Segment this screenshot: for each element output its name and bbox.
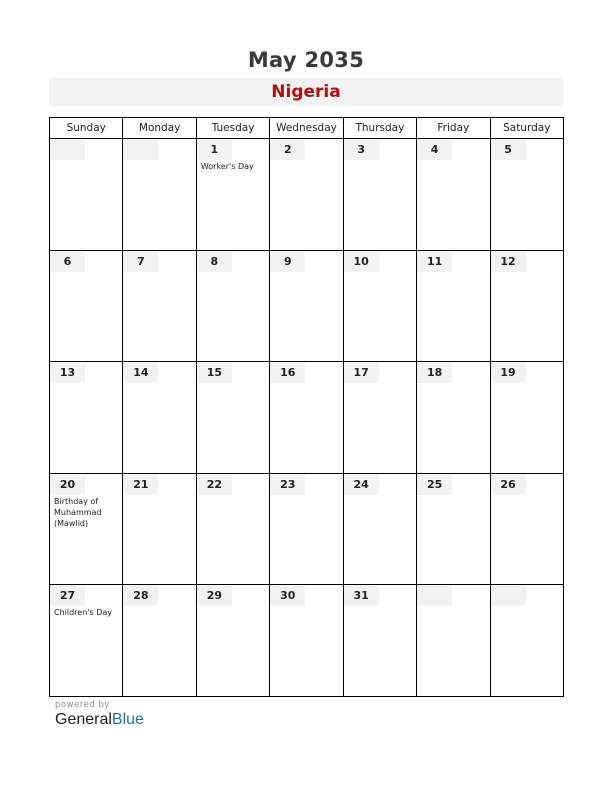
day-number: 24 [344, 475, 379, 495]
footer [55, 700, 144, 729]
day-number [417, 586, 452, 606]
day-number: 8 [197, 252, 232, 272]
day-cell [123, 585, 196, 697]
day-cell [50, 250, 123, 362]
day-cell [490, 473, 563, 585]
day-cell [417, 139, 490, 251]
day-cell [270, 473, 343, 585]
weekday-header-row [50, 118, 564, 139]
day-cell [270, 585, 343, 697]
day-number: 27 [50, 586, 85, 606]
day-cell [196, 362, 269, 474]
day-cell [490, 139, 563, 251]
empty-day-cell [50, 139, 123, 251]
day-cell [343, 139, 416, 251]
day-number: 31 [344, 586, 379, 606]
day-number: 20 [50, 475, 85, 495]
day-number: 13 [50, 363, 85, 383]
week-row [50, 585, 564, 697]
day-cell [50, 362, 123, 474]
week-row [50, 139, 564, 251]
weekday-thursday: Thursday [343, 118, 416, 139]
day-number: 21 [123, 475, 158, 495]
week-row [50, 473, 564, 585]
day-number: 1 [197, 140, 232, 160]
weekday-saturday: Saturday [490, 118, 563, 139]
day-cell [50, 473, 123, 585]
day-cell [417, 473, 490, 585]
day-number: 14 [123, 363, 158, 383]
day-number: 26 [491, 475, 526, 495]
day-cell [123, 250, 196, 362]
day-number: 16 [270, 363, 305, 383]
holiday-label: Worker's Day [200, 162, 254, 171]
day-number: 15 [197, 363, 232, 383]
week-row [50, 362, 564, 474]
calendar-grid [49, 117, 564, 697]
weekday-wednesday: Wednesday [270, 118, 343, 139]
day-cell [270, 139, 343, 251]
weekday-friday: Friday [417, 118, 490, 139]
day-number: 7 [123, 252, 158, 272]
day-cell [196, 139, 269, 251]
calendar-table [49, 117, 564, 697]
day-number: 22 [197, 475, 232, 495]
day-number: 6 [50, 252, 85, 272]
holiday-label: Children's Day [54, 608, 112, 617]
day-number: 4 [417, 140, 452, 160]
day-number: 10 [344, 252, 379, 272]
day-number [123, 140, 158, 160]
empty-day-cell [490, 585, 563, 697]
day-number: 11 [417, 252, 452, 272]
powered-by-text: powered by [55, 700, 110, 710]
weekday-monday: Monday [123, 118, 196, 139]
day-cell [196, 473, 269, 585]
empty-day-cell [417, 585, 490, 697]
day-number: 9 [270, 252, 305, 272]
day-number: 3 [344, 140, 379, 160]
brand-blue: Blue [111, 711, 144, 728]
day-cell [270, 250, 343, 362]
country-name: Nigeria [271, 82, 341, 102]
day-cell [417, 362, 490, 474]
brand-logo[interactable] [55, 711, 144, 729]
day-number: 12 [491, 252, 526, 272]
day-number: 17 [344, 363, 379, 383]
holiday-label: Birthday of Muhammad (Mawlid) [54, 496, 102, 528]
day-number: 5 [491, 140, 526, 160]
day-number [491, 586, 526, 606]
day-cell [50, 585, 123, 697]
week-row [50, 250, 564, 362]
day-number: 28 [123, 586, 158, 606]
day-cell [123, 362, 196, 474]
calendar-title: May 2035 [247, 48, 365, 72]
day-cell [417, 250, 490, 362]
day-number: 29 [197, 586, 232, 606]
day-number: 23 [270, 475, 305, 495]
day-number: 18 [417, 363, 452, 383]
day-number: 19 [491, 363, 526, 383]
day-number: 25 [417, 475, 452, 495]
day-number [50, 140, 85, 160]
day-cell [196, 585, 269, 697]
calendar-body [50, 139, 564, 697]
country-band [49, 78, 563, 106]
day-cell [343, 473, 416, 585]
day-cell [196, 250, 269, 362]
day-cell [490, 362, 563, 474]
day-cell [270, 362, 343, 474]
day-cell [343, 362, 416, 474]
day-cell [490, 250, 563, 362]
day-cell [343, 585, 416, 697]
day-cell [343, 250, 416, 362]
weekday-tuesday: Tuesday [196, 118, 269, 139]
empty-day-cell [123, 139, 196, 251]
day-number: 30 [270, 586, 305, 606]
day-number: 2 [270, 140, 305, 160]
weekday-sunday: Sunday [50, 118, 123, 139]
brand-general: General [55, 711, 112, 728]
day-cell [123, 473, 196, 585]
